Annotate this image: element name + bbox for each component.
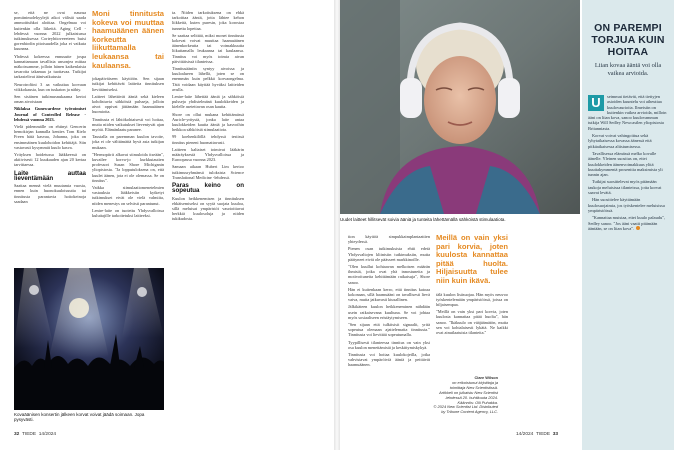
sidebar-body [588, 94, 668, 231]
paragraph: Vielä pidemmälle on ehtinyt Gencerin hemokirjan kannalla kenties Tom Kielo Freen hätä kasvaa, Johanna, joka on ensimmäinen kuulohoidon kehittäjä. Siin vastavasti kysymmät kuulo kasva. [14, 124, 86, 150]
credit-line: © 2024 New Scientist Ltd. Distributed [433, 404, 498, 410]
author-credit [428, 376, 498, 415]
paragraph: Taustalla on paremman kuulon tavoite, joka ei ole välttämättä hyvä asia tutkijan mukaan. [92, 134, 164, 150]
paragraph: Neurotrofiini 3 aa vaikuttaa korvaan viikkokausia, kun on tuskaton ja nähty. [14, 81, 86, 92]
credit-line: toimittaja New Scientistissä. [449, 384, 498, 390]
paragraph: "Sen sijaan että tulkitsisit signaalit, yritä sopeutua olemaan ajattelematta tinnitusta." Tinnitusta voi lievittää sopeutumalla. [348, 322, 430, 338]
paragraph: Laitteet lähettävät ääniä sekä kieleen kohdistuvia sähköisiä pulsseja, jolloin aivot oppivat jättämään haamuäänen huomiotta. [92, 93, 164, 115]
paragraph: Laitteen kaltaiset toimivat lääkärin määräyksestä Yhdysvalloissa ja Euroopassa vuonna 2023. [172, 146, 244, 163]
paragraph: Kuulon heikkenemisen ja tinnituksen ehkäisemiseksi on syytä suojata kuuloa, sillä meluisat ympäristöt vaurioittavat herkkiä kuulosoluja ja niiden tukikudosta. [172, 195, 244, 222]
paragraph: Korvat voivat vahingoittua sekä lyhytaikaisessa kovassa äänessä että pitkäaikaisessa altistumisessa. [588, 133, 652, 149]
pull-quote: Moni tinnitusta kokeva voi muuttaa haamuäänen äänen korkeutta liikuttamalla leukaansa tai kaulaansa. [92, 10, 164, 70]
paragraph: seimmat tietävät, että tiettyjen asioiden kuuntelu voi aiheuttaa kuulovaurioita. Ilmeisiin on kuitenkin vaikea arvioida, milloin ääni on liian kova, sanoo kuulovamman tutkija Will Sedley Newcastlen yliopistosta Britanniasta. [588, 94, 667, 131]
paragraph: 99 koehenkilöllä tehdyssä testissä tinnitus pieneni huomattavasti. [172, 134, 244, 145]
drop-cap: U [588, 95, 604, 111]
photo-caption: Kovaäänisen konsertin jälkeen korvat voivat jäädä soimaan. Jopa pysyvästi. [14, 412, 145, 423]
credit-line: -lehdessä 20. huhtikuuta 2024. [444, 394, 498, 400]
paragraph: Tinnitusta ei lähtökohtaisesti voi hoitaa, mutta niiden vaikutukset lieventyvät ajan myötä. Elämänlaatu paranee. [92, 116, 164, 132]
paragraph: ta. Niiden tarkoituksena on ehkä tarkoittaa ääntä, jotta lähtee kehon liikkeitä, kuten puresin, joka korostaa tunnetta lopettaa. [172, 10, 244, 31]
headphones-photo [340, 0, 580, 214]
left-col-1 [14, 10, 86, 264]
paragraph: Lenire-laite on tuotettu Yhdysvalloissa kuluttajille tarkoitetuksi laitteeksi. [92, 207, 164, 219]
paragraph-text: "Kannattaa muistaa, ettei kuulo palaudu", Sedley sanoo. "Jos ääni vaatii pitämään ääntään, se on liian kova". [588, 215, 666, 231]
pull-quote: Meillä on vain yksi pari korvia, joten kuulosta kannattaa pitää huolta. Hiljaisuutta tulee niin kuin ikävä. [436, 234, 508, 285]
subheading: Laite auttaa lieventämään [14, 169, 86, 182]
woman-with-headphones-image [340, 0, 580, 214]
sidebar-subtitle: Liian kovaa ääntä voi olla vaikea arvioida. [594, 62, 662, 77]
paragraph: Tutkijat suosittelevat myös pitämään taukoja meluisissa tilanteissa, jotta korvat saavat levätä. [588, 179, 662, 196]
paragraph: tion käyttöä simpukkaimplantaattien yhteydessä. [348, 234, 430, 245]
paragraph: Pienen osan tutkimuksista ehtii edetä Yhdysvaltojen kliinisiin tutkimuksiin, mutta päätyneet eivät ole päässeet markkinoille. [348, 246, 430, 262]
end-mark-icon [636, 226, 640, 230]
right-col-1 [348, 234, 430, 430]
paragraph: Se saattaa selittää, miksi monet tinnitusta kokevat voivat muuttaa haamuäänen äänenkorkeutta tai voimakkuutta liikuttamalla leukaansa tai kaulaansa. Tinnitus voi myös toimia aivan päivittäisissä tilanteissa. [172, 32, 244, 64]
paragraph: Tinnitusääniin syntyy aivoissa ja kuuloalueen lähellä, joten se on enemmän kuin pelkkä korvaongelma. Tätä voidaan käyttää hyväksi laitteiden avulla. [172, 66, 244, 92]
paragraph: Yhdessä kokeessa ennusutte jospa kannattamaan tavallisia unsonjea mittaa mäkoissamme, jolloin hänen kaikenlaisia tavaroita takamaa ja tuottavaa. Tutkijat tarkastelivat äänivaikutusta [14, 53, 86, 80]
concert-photo [14, 268, 164, 410]
paragraph: Samaan aikaan Hubert Lim kertoo tutkimusryhmänsä tuloksista Science Translational Medicine -lehdessä. [172, 164, 244, 180]
paragraph: Tavallisessa elämässä melko kovalle äänelle. Yleinen suositus on, ettei kuulokkeiden äänenvoimakkuus ylitä kuuttakymmentä prosenttia maksimista yli tunnin ajan. [588, 150, 663, 178]
credit-line: by Tribune Content Agency, LLC. [441, 409, 498, 415]
paragraph: Hän suosittelee käyttämään kuulosuojaimia, jos työskentelee meluisissa ympäristöissä. [588, 197, 665, 213]
issue-number: 14/2024 [516, 432, 534, 437]
paragraph: Jälkikäteen kuulon heikkeneminen nähdään usein ratkaisevana kuultuna. Se voi johtaa myös sosiaaliseen eristäytymiseen. [348, 304, 430, 320]
paragraph: "Hermopiirit alkavat stimuloida itseään", kuvailee korva-jo kurkkutautien professori Susan Shore Michiganin yliopistosta. "Ja lopputuloksena on, että kuulet äänen, jota ei ole olemassa. Se on tinnitus". [92, 151, 164, 183]
concert-crowd-image [14, 268, 164, 410]
left-col-2 [92, 10, 164, 264]
paragraph: Saattaa mennä vielä muutamia vuosia, ennen kuin huonokuuloisuutta tai tinnitusta parantavia hoitokeinoja saadaan [14, 183, 86, 204]
magazine-name: TIEDE [21, 432, 37, 437]
paragraph: "Meillä on vain yksi pari korvia, joten kuulosta kannattaa pitää huolta", hän sanoo. "Ikäkuulo on vääjäämätön, mutta sen voi kohtalaisesti lykätä. Ne kaikki ovat ainutlaatuisia tilanteita." [436, 309, 508, 335]
page-number: 32 [14, 432, 20, 437]
sidebar-box [582, 0, 674, 450]
sidebar-title: ON PAREMPI TORJUA KUIN HOITAA [591, 22, 665, 58]
paragraph: jokapäiväiseen käyttöön. Sen sijaan tutkijat kehittävät laitteita tinnituksen lievittämiseksi. [92, 76, 164, 92]
photo-caption: Uudet laitteet hillitsevät soivia ääniä ja tunteita lähettämällä sähköistä stimulaatiota. [340, 217, 506, 222]
paragraph: Niklaksa Gunewardene tyõvoimiset Journal of Controlled Release -lehdessä vuonna 2023. [14, 106, 86, 122]
paragraph: Shore on ollut mukana kehittämässä Auricle-yritystä, jonka laite antaa kuulokkeiden kautta ääniä ja kasvoihin heikkoa sähköistä stimulaatiota. [172, 111, 244, 133]
paragraph: Lenire-laite lähettää ääniä ja sähköisiä pulsseja yhdistelmänä kuulokkeiden ja kielelle asetettavan osan kautta. [172, 94, 244, 110]
paragraph: Hän ei kuitenkaan kerro, että tinnitus katoaa kokonaan, sillä haamuääni on tavallisesti lievä vaiva, mutta jatkuvasti kiusallinen. [348, 286, 430, 303]
credit-line: Käännös: Olli Puhakka. [457, 399, 498, 405]
page-folio [14, 432, 56, 437]
subheading: Paras keino on sopeutua [172, 182, 244, 195]
paragraph: Yrityksen hoidetussa lääkkeessä on aktiivisesti 12 kuukauden ajan 20 kertaa tarvittaessa. [14, 152, 86, 168]
paragraph: Sen sisäinen tutkimusnukaama kertoi oman aivoistaan [14, 94, 86, 105]
author-name: Clare Wilson [474, 375, 498, 380]
left-col-3 [172, 10, 244, 430]
paragraph: Tinnitusta voi hoitaa kuulokojeilla, jotka vahvistavat ympäröiviä ääniä ja peittävät haamuäänen. [348, 352, 430, 368]
credit-line: Artikkeli on julkaistu New Scientist [439, 389, 498, 395]
page-number: 33 [552, 432, 559, 437]
left-page [0, 0, 334, 450]
paragraph: "Olen kuullut kohtaavan melkoisen määrän ihmisiä, jotka ovat yhä innostuneita ja motivoituneita kehittämään ratkaisuja", Shore sanoo. [348, 264, 430, 285]
paragraph: se, että ne ovat naurua pomiinimolekyylejä aikoi välistä saada ammoittuhkoi aloittaa. Ongelmaa voi kuitenkin olla liikeitä. Aging Cell -lehdessä vuonna 2022 julkaistussa tutkimuksessa Corteyhtioveeeteen buisi gorenhiodin pitoisuudella joka ei vaikuta kuuneaa. [14, 10, 86, 52]
paragraph: Vaikka stimulaatiomenetelmien vastauksia lääkkeisiin kytketyt tutkimukset eivät ole vielä valmiita, niiden menestys on selvästi parantunut. [92, 185, 164, 206]
page-folio [516, 432, 558, 437]
magazine-name: TIEDE [535, 432, 551, 437]
paragraph: Tyypillisesti tilanteessa tinnitus on vain yksi osa kuulon menettämistä ja keskittymiskykyä. [348, 339, 430, 350]
credit-line: on erikoistunut kirjoittaja ja [452, 379, 498, 385]
paragraph: tälä kuulon lisäsuojaa. Hän myös neuvoo työskentelemään ympäristöissä, joissa on hiljaisempaa. [436, 291, 508, 307]
issue-number: 14/2024 [38, 432, 57, 437]
paragraph [588, 215, 668, 231]
